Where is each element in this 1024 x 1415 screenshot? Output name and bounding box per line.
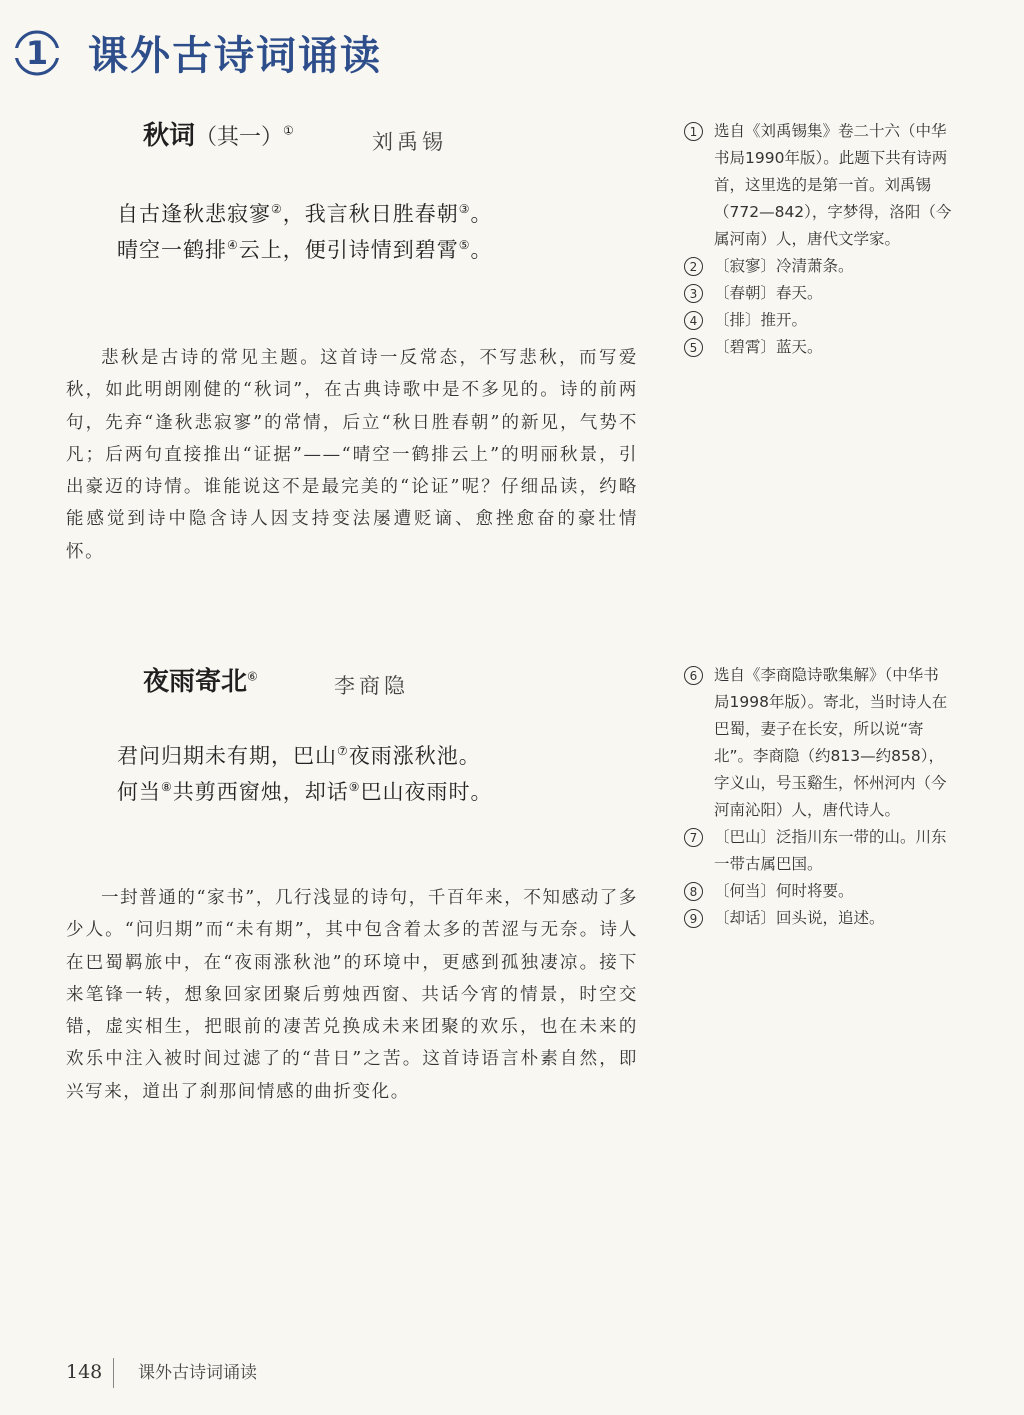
note-marker: ⑨ <box>348 780 361 794</box>
poem-1-title: 秋词 <box>143 121 196 151</box>
poem-2-verse <box>117 738 637 810</box>
note-marker: ② <box>271 202 283 216</box>
section-number-badge <box>12 28 62 78</box>
poem-2-title-line <box>143 664 258 700</box>
note-marker: ⑤ <box>458 238 471 252</box>
footnote: 2 〔寂寥〕冷清萧条。 <box>684 253 952 280</box>
poem-1-commentary: 悲秋是古诗的常见主题。这首诗一反常态，不写悲秋，而写爱秋，如此明朗刚健的“秋词”，在古典诗歌中是不多见的。诗的前两句，先弃“逢秋悲寂寥”的常情，后立“秋日胜春朝”的新见，气势不凡；后两句直接推出“证据”——“晴空一鹤排云上”的明丽秋景，引出豪迈的诗情。谁能说这不是最完美的“论证”呢？仔细品读，约略能感觉到诗中隐含诗人因支持变法屡遭贬谪、愈挫愈奋的豪壮情怀。 <box>66 348 638 562</box>
footnote: 5 〔碧霄〕蓝天。 <box>684 334 952 361</box>
note-marker: ④ <box>227 238 239 252</box>
verse-line: 晴空一鹤排④云上，便引诗情到碧霄⑤。 <box>117 238 493 262</box>
poem-2-notes <box>684 662 952 932</box>
footnote: 9 〔却话〕回头说，追述。 <box>684 905 952 932</box>
page-number: 148 <box>66 1361 103 1383</box>
footer-section-title: 课外古诗词诵读 <box>138 1363 257 1383</box>
footnote: 3 〔春朝〕春天。 <box>684 280 952 307</box>
note-marker: ⑥ <box>247 669 258 684</box>
footnote: 7 〔巴山〕泛指川东一带的山。川东一带古属巴国。 <box>684 824 952 878</box>
poem-1-title-note: （其一） <box>195 125 284 150</box>
footnote: 6 选自《李商隐诗歌集解》（中华书局1998年版）。寄北，当时诗人在巴蜀，妻子在长安，所以说“寄北”。李商隐（约813—约858），字义山，号玉谿生，怀州河内（今河南沁阳）人，唐代诗人。 <box>684 662 952 824</box>
poem-1-notes <box>684 118 952 361</box>
poem-1-verse <box>117 196 637 268</box>
note-marker: ③ <box>458 202 471 216</box>
poem-2-author: 李商隐 <box>334 674 409 698</box>
verse-line: 君问归期未有期，巴山⑦夜雨涨秋池。 <box>117 744 481 768</box>
note-marker: ⑦ <box>337 744 349 758</box>
poem-2-commentary: 一封普通的“家书”，几行浅显的诗句，千百年来，不知感动了多少人。“问归期”而“未有期”，其中包含着太多的苦涩与无奈。诗人在巴蜀羁旅中，在“夜雨涨秋池”的环境中，更感到孤独凄凉。接下来笔锋一转，想象回家团聚后剪烛西窗、共话今宵的情景，时空交错，虚实相生，把眼前的凄苦兑换成未来团聚的欢乐，也在未来的欢乐中注入被时间过滤了的“昔日”之苦。这首诗语言朴素自然，即兴写来，道出了刹那间情感的曲折变化。 <box>66 888 638 1102</box>
poem-1-title-line <box>143 118 294 156</box>
poem-1-author: 刘禹锡 <box>372 130 447 154</box>
verse-line: 自古逢秋悲寂寥②，我言秋日胜春朝③。 <box>117 202 493 226</box>
note-marker: ① <box>283 123 294 138</box>
footnote: 4 〔排〕推开。 <box>684 307 952 334</box>
poem-2-title: 夜雨寄北 <box>143 667 248 697</box>
footer-divider <box>113 1358 114 1388</box>
note-marker: ⑧ <box>161 780 173 794</box>
footnote: 8 〔何当〕何时将要。 <box>684 878 952 905</box>
page-heading: 课外古诗词诵读 <box>88 33 382 79</box>
verse-line: 何当⑧共剪西窗烛，却话⑨巴山夜雨时。 <box>117 780 493 804</box>
footnote: 1 选自《刘禹锡集》卷二十六（中华书局1990年版）。此题下共有诗两首，这里选的是第一首。刘禹锡（772—842），字梦得，洛阳（今属河南）人，唐代文学家。 <box>684 118 952 253</box>
section-number: 1 <box>25 34 49 72</box>
